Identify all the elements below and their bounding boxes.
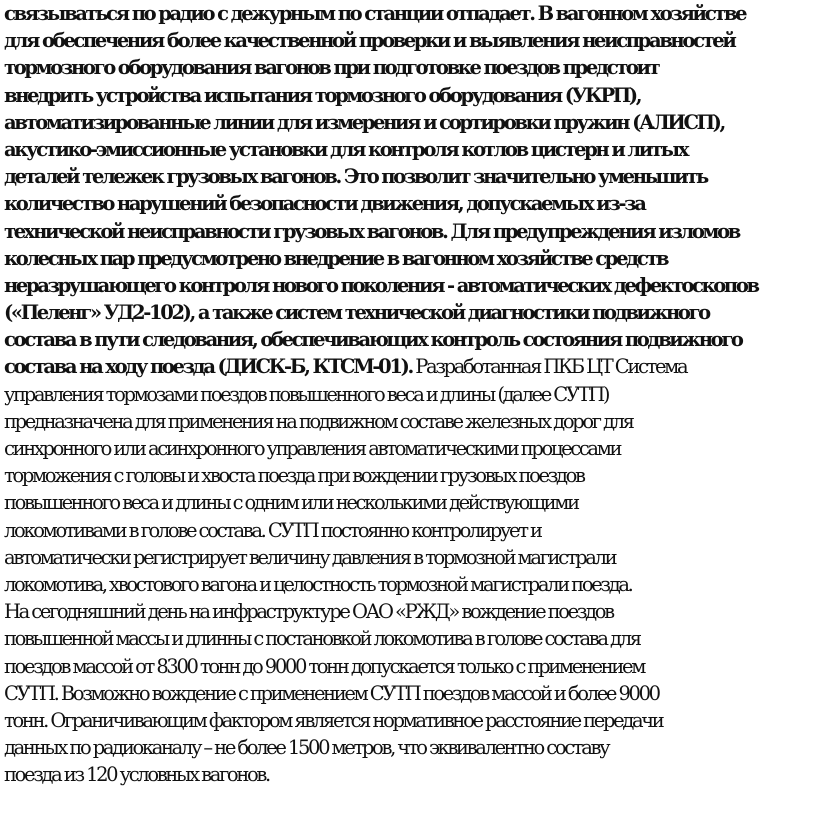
bold-text: технической неисправности грузовых вагонов. Для предупреждения изломов <box>4 219 739 243</box>
text-line <box>4 462 816 489</box>
text-line <box>4 408 816 435</box>
bold-text: тормозного оборудования вагонов при подготовке поездов предстоит <box>4 56 659 80</box>
text-line <box>4 163 816 190</box>
bold-text: деталей тележек грузовых вагонов. Это позволит значительно уменьшить <box>4 165 707 189</box>
regular-text: поездов массой от 8300 тонн до 9000 тонн допускается только с применением <box>4 654 645 678</box>
regular-text: синхронного или асинхронного управления автоматическими процессами <box>4 437 621 460</box>
bold-text: связываться по радио с дежурным по станции отпадает. В вагонном хозяйстве <box>4 2 746 25</box>
text-line <box>4 82 816 109</box>
text-line <box>4 190 816 217</box>
regular-text: повышенной массы и длинны с постановкой локомотива в голове состава для <box>4 627 640 651</box>
text-line <box>4 245 816 272</box>
text-line <box>4 653 816 680</box>
regular-text: На сегодняшний день на инфраструктуре ОАО «РЖД» вождение поездов <box>4 600 613 624</box>
text-line <box>4 517 816 544</box>
regular-text: предназначена для применения на подвижном составе железных дорог для <box>4 409 633 433</box>
text-line <box>4 571 816 598</box>
text-line <box>4 109 816 136</box>
bold-text: неразрушающего контроля нового поколения - автоматических дефектоскопов <box>4 273 758 297</box>
text-line <box>4 734 816 761</box>
text-line <box>4 544 816 571</box>
bold-text: автоматизированные линии для измерения и сортировки пружин (АЛИСП), <box>4 110 724 134</box>
bold-text: акустико-эмиссионные установки для контроля котлов цистерн и литых <box>4 137 688 161</box>
text-line <box>4 54 816 81</box>
text-line <box>4 381 816 408</box>
bold-text: внедрить устройства испытания тормозного оборудования (УКРП), <box>4 83 641 107</box>
regular-text: поезда из 120 условных вагонов. <box>4 763 269 787</box>
text-line <box>4 299 816 326</box>
text-line <box>4 761 816 788</box>
text-line <box>4 625 816 652</box>
text-line <box>4 353 816 380</box>
bold-text: для обеспечения более качественной проверки и выявления неисправностей <box>4 29 735 53</box>
bold-text: («Пеленг» УД2-102), а также систем технической диагностики подвижного <box>4 301 709 325</box>
regular-text: автоматически регистрирует величину давления в тормозной магистрали <box>4 545 616 569</box>
bold-text: состава в пути следования, обеспечивающих контроль состояния подвижного <box>4 328 742 352</box>
document-body <box>4 0 816 788</box>
regular-text: торможения с головы и хвоста поезда при вождении грузовых поездов <box>4 464 584 488</box>
text-line <box>4 136 816 163</box>
regular-text: Разработанная ПКБ ЦТ Система <box>411 355 687 379</box>
text-line <box>4 680 816 707</box>
text-line <box>4 218 816 245</box>
bold-text: колесных пар предусмотрено внедрение в вагонном хозяйстве средств <box>4 246 668 270</box>
bold-text: количество нарушений безопасности движения, допускаемых из-за <box>4 192 645 216</box>
regular-text: СУТП. Возможно вождение с применением СУТП поездов массой и более 9000 <box>4 681 659 705</box>
text-line <box>4 707 816 734</box>
regular-text: управления тормозами поездов повышенного веса и длины (далее СУТП) <box>4 382 609 406</box>
text-line <box>4 326 816 353</box>
regular-text: данных по радиоканалу – не более 1500 метров, что эквивалентно составу <box>4 736 609 760</box>
bold-text: состава на ходу поезда (ДИСК-Б, КТСМ-01). <box>4 355 412 379</box>
regular-text: тонн. Ограничивающим фактором является нормативное расстояние передачи <box>4 708 663 732</box>
text-line <box>4 272 816 299</box>
text-line <box>4 435 816 462</box>
regular-text: локомотивами в голове состава. СУТП постоянно контролирует и <box>4 518 541 542</box>
regular-text: локомотива, хвостового вагона и целостность тормозной магистрали поезда. <box>4 572 632 596</box>
text-line <box>4 27 816 54</box>
text-line <box>4 598 816 625</box>
text-line <box>4 489 816 516</box>
regular-text: повышенного веса и длины с одним или несколькими действующими <box>4 491 578 515</box>
text-line <box>4 0 816 27</box>
